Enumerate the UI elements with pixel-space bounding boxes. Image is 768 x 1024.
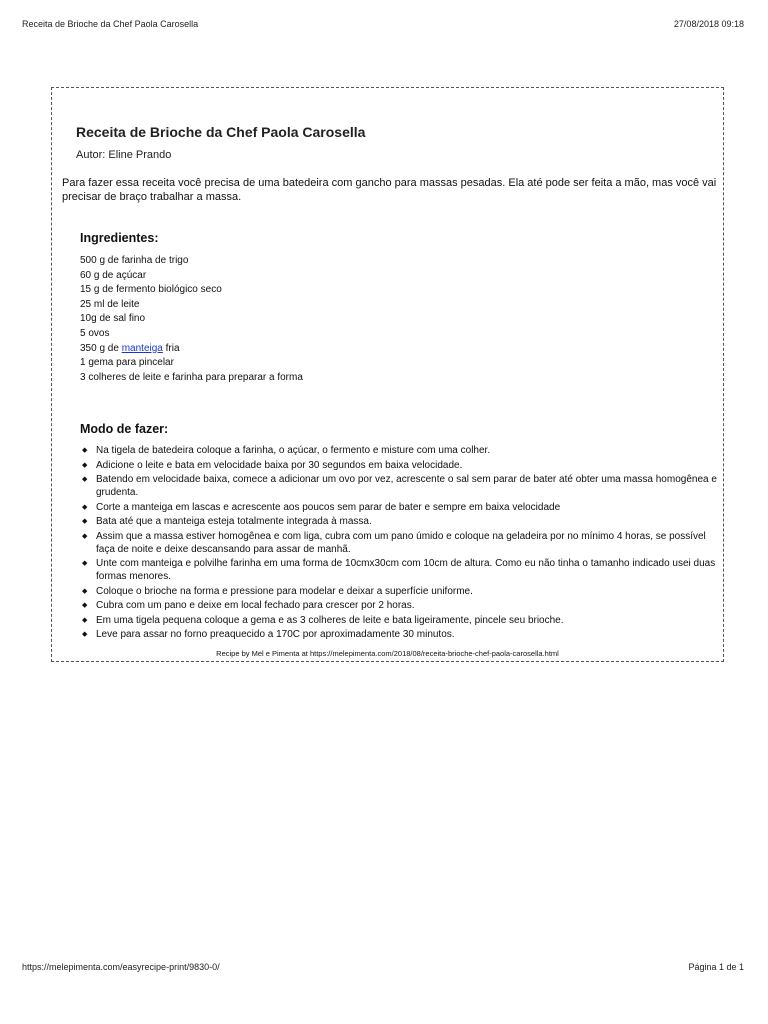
- method-step-text: Bata até que a manteiga esteja totalmente integrada à massa.: [96, 516, 372, 527]
- ingredients-list: [80, 254, 303, 385]
- diamond-bullet-icon: ◆: [82, 587, 88, 595]
- ingredient-item: 3 colheres de leite e farinha para preparar a forma: [80, 371, 303, 383]
- method-step: [82, 530, 717, 556]
- butter-link[interactable]: manteiga: [121, 342, 163, 354]
- ingredient-item: 15 g de fermento biológico seco: [80, 284, 222, 296]
- print-header: [22, 19, 744, 29]
- ingredient-item: 25 ml de leite: [80, 298, 140, 310]
- diamond-bullet-icon: ◆: [82, 518, 88, 525]
- butter-prefix: 350 g de: [80, 342, 122, 354]
- method-step: [82, 444, 717, 457]
- method-step: [82, 459, 717, 472]
- method-step-text: Na tigela de batedeira coloque a farinha, o açúcar, o fermento e misture com uma colher.: [96, 445, 491, 456]
- method-step: [82, 473, 717, 499]
- diamond-bullet-icon: ◆: [82, 602, 88, 609]
- method-step: [82, 515, 717, 528]
- method-step-text: Adicione o leite e bata em velocidade baixa por 30 segundos em baixa velocidade.: [96, 459, 463, 471]
- recipe-title: Receita de Brioche da Chef Paola Carosella: [76, 124, 366, 140]
- ingredients-heading: Ingredientes:: [80, 231, 159, 245]
- diamond-bullet-icon: ◆: [82, 447, 88, 454]
- diamond-bullet-icon: ◆: [82, 631, 88, 638]
- print-header-title: Receita de Brioche da Chef Paola Carosella: [22, 19, 199, 29]
- method-step: [82, 614, 717, 627]
- method-step: [82, 501, 717, 514]
- ingredient-item: 1 gema para pincelar: [80, 357, 174, 369]
- ingredient-item: 60 g de açúcar: [80, 269, 147, 281]
- ingredient-item-butter: [80, 342, 303, 357]
- ingredient-item: 500 g de farinha de trigo: [80, 255, 189, 266]
- method-step: [82, 557, 717, 583]
- method-step-text: Em uma tigela pequena coloque a gema e as 3 colheres de leite e bata ligeiramente, pincele seu brioche.: [96, 614, 564, 626]
- diamond-bullet-icon: ◆: [82, 616, 88, 624]
- method-step: [82, 628, 717, 641]
- method-step-text: Coloque o brioche na forma e pressione para modelar e deixar a superfície uniforme.: [96, 585, 473, 597]
- method-list: [82, 444, 717, 643]
- print-footer-url: https://melepimenta.com/easyrecipe-print/9830-0/: [22, 962, 220, 972]
- ingredient-item: 5 ovos: [80, 327, 110, 339]
- diamond-bullet-icon: ◆: [82, 560, 88, 567]
- method-heading: Modo de fazer:: [80, 422, 169, 436]
- method-step-text: Batendo em velocidade baixa, comece a adicionar um ovo por vez, acrescente o sal sem parar de bater até obter uma massa homogênea e grudenta.: [96, 474, 717, 498]
- recipe-intro: Para fazer essa receita você precisa de uma batedeira com gancho para massas pesadas. Ela até pode ser feita a mão, mas você vai precisar de braço trabalhar a massa.: [62, 177, 717, 203]
- method-step-text: Leve para assar no forno preaquecido a 170C por aproximadamente 30 minutos.: [96, 629, 455, 640]
- diamond-bullet-icon: ◆: [82, 532, 88, 540]
- ingredient-item: 10g de sal fino: [80, 313, 146, 325]
- butter-suffix: fria: [162, 342, 180, 354]
- recipe-credit: Recipe by Mel e Pimenta at https://melepimenta.com/2018/08/receita-brioche-chef-paola-carosella.html: [216, 649, 559, 658]
- diamond-bullet-icon: ◆: [82, 476, 88, 483]
- method-step-text: Cubra com um pano e deixe em local fechado para crescer por 2 horas.: [96, 600, 415, 611]
- print-footer: [22, 962, 744, 972]
- print-header-datetime: 27/08/2018 09:18: [673, 19, 744, 29]
- print-footer-page-number: Página 1 de 1: [688, 962, 744, 972]
- method-step-text: Unte com manteiga e polvilhe farinha em uma forma de 10cmx30cm com 10cm de altura. Como eu não tinha o tamanho indicado usei duas formas menores.: [96, 558, 716, 582]
- recipe-author: Autor: Eline Prando: [76, 149, 172, 161]
- diamond-bullet-icon: ◆: [82, 503, 88, 511]
- method-step-text: Assim que a massa estiver homogênea e com liga, cubra com um pano úmido e coloque na geladeira por no mínimo 4 horas, se possível faça de noite e deixe descansando para assar de manhã.: [96, 530, 706, 555]
- method-step: [82, 599, 717, 612]
- method-step: [82, 585, 717, 598]
- diamond-bullet-icon: ◆: [82, 461, 88, 469]
- recipe-card: [51, 87, 724, 662]
- method-step-text: Corte a manteiga em lascas e acrescente aos poucos sem parar de bater e sempre em baixa velocidade: [96, 501, 561, 513]
